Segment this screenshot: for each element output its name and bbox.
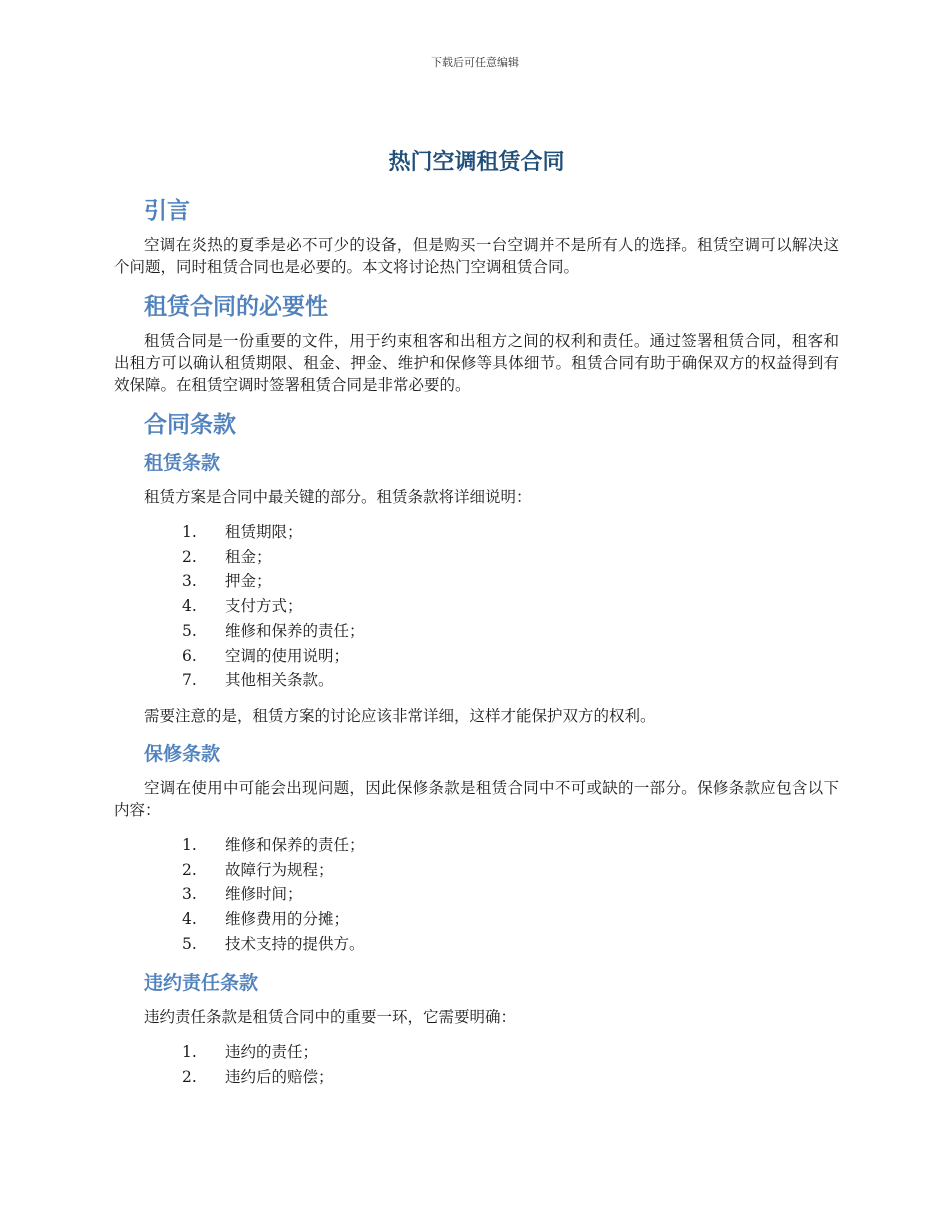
list-item-number: 1. xyxy=(182,1043,197,1062)
subsection-heading-warranty: 保修条款 xyxy=(144,742,221,765)
list-item-number: 7. xyxy=(182,671,197,690)
list-item-text: 租金； xyxy=(225,547,272,566)
list-item-text: 违约的责任； xyxy=(225,1043,319,1062)
subsection-heading-rental: 租赁条款 xyxy=(144,452,221,474)
list-item xyxy=(114,644,839,669)
list-item xyxy=(114,833,839,858)
list-item xyxy=(114,882,839,907)
section-heading-terms: 合同条款 xyxy=(144,412,236,438)
breach-intro: 违约责任条款是租赁合同中的重要一环，它需要明确： xyxy=(144,1008,517,1027)
list-item-number: 3. xyxy=(182,572,197,591)
document-title: 热门空调租赁合同 xyxy=(388,150,565,175)
section-heading-necessity: 租赁合同的必要性 xyxy=(144,294,328,320)
intro-paragraph: 空调在炎热的夏季是必不可少的设备，但是购买一台空调并不是所有人的选择。租赁空调可以解决这个问题，同时租赁合同也是必要的。本文将讨论热门空调租赁合同。 xyxy=(114,236,839,276)
page-header: 下载后可任意编辑 xyxy=(431,56,519,69)
list-item xyxy=(114,545,839,570)
list-item xyxy=(114,858,839,883)
list-item-number: 4. xyxy=(182,597,197,616)
section-heading-intro: 引言 xyxy=(144,198,190,224)
list-item-text: 违约后的赔偿； xyxy=(225,1068,334,1087)
list-item-text: 押金； xyxy=(225,572,272,591)
list-item-number: 4. xyxy=(182,910,197,929)
list-item-text: 维修费用的分摊； xyxy=(225,910,350,929)
document-body xyxy=(114,146,839,1102)
list-item-number: 3. xyxy=(182,885,197,904)
list-item-text: 空调的使用说明； xyxy=(225,646,350,665)
list-item xyxy=(114,932,839,957)
list-item xyxy=(114,569,839,594)
rental-intro: 租赁方案是合同中最关键的部分。租赁条款将详细说明： xyxy=(144,488,532,506)
list-item-number: 2. xyxy=(182,1068,197,1087)
subsection-heading-breach: 违约责任条款 xyxy=(144,972,259,995)
rental-list xyxy=(114,520,839,693)
list-item xyxy=(114,668,839,693)
warranty-list xyxy=(114,833,839,957)
list-item-text: 其他相关条款。 xyxy=(225,671,334,690)
list-item-text: 技术支持的提供方。 xyxy=(225,934,365,953)
list-item-number: 1. xyxy=(182,523,197,541)
list-item-number: 2. xyxy=(182,547,197,566)
list-item xyxy=(114,594,839,619)
list-item xyxy=(114,907,839,932)
breach-list xyxy=(114,1040,839,1089)
list-item xyxy=(114,1040,839,1065)
list-item-text: 支付方式； xyxy=(225,597,303,616)
necessity-paragraph: 租赁合同是一份重要的文件，用于约束租客和出租方之间的权利和责任。通过签署租赁合同，租客和出租方可以确认租赁期限、租金、押金、维护和保修等具体细节。租赁合同有助于确保双方的权益得到有效保障。在租赁空调时签署租赁合同是非常必要的。 xyxy=(114,332,839,394)
list-item-number: 6. xyxy=(182,646,197,665)
list-item xyxy=(114,1065,839,1090)
list-item-text: 维修时间； xyxy=(225,885,303,904)
list-item-text: 故障行为规程； xyxy=(225,860,334,879)
list-item-text: 维修和保养的责任； xyxy=(225,835,365,854)
list-item-number: 5. xyxy=(182,934,197,953)
warranty-intro: 空调在使用中可能会出现问题，因此保修条款是租赁合同中不可或缺的一部分。保修条款应包含以下内容： xyxy=(114,778,839,819)
rental-note: 需要注意的是，租赁方案的讨论应该非常详细，这样才能保护双方的权利。 xyxy=(144,706,656,725)
list-item-number: 5. xyxy=(182,621,197,640)
list-item-number: 1. xyxy=(182,835,197,854)
list-item-text: 维修和保养的责任； xyxy=(225,621,365,640)
list-item-number: 2. xyxy=(182,860,197,879)
list-item xyxy=(114,619,839,644)
list-item xyxy=(114,520,839,545)
list-item-text: 租赁期限； xyxy=(225,523,303,541)
